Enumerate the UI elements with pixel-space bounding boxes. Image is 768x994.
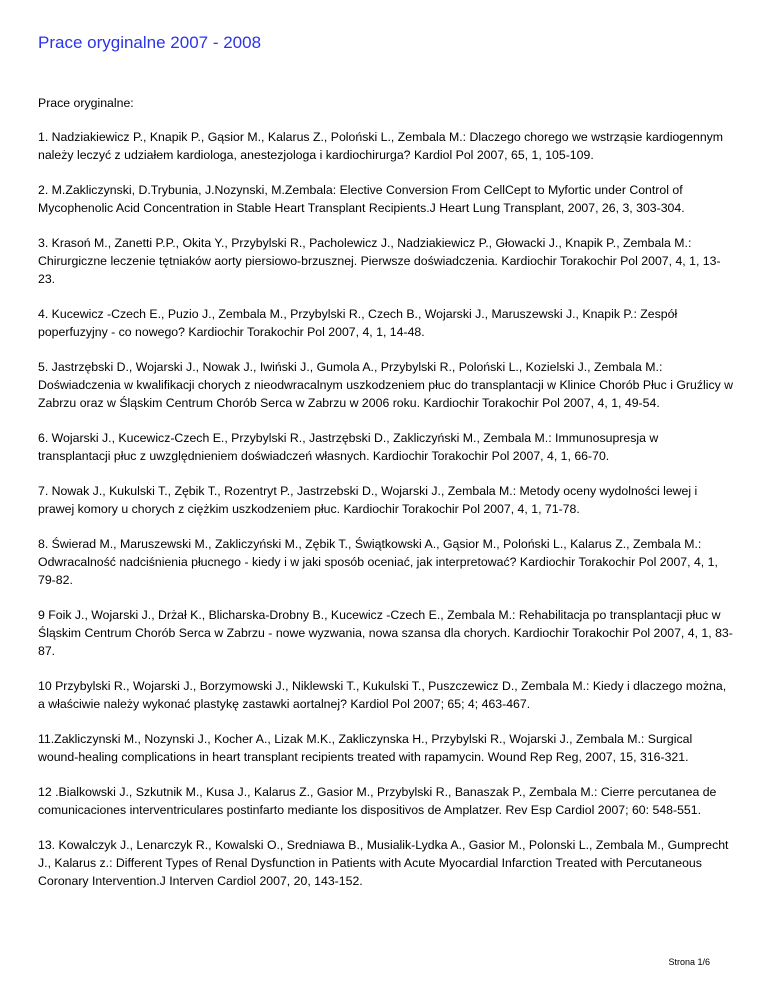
- publication-entry-8: 8. Świerad M., Maruszewski M., Zakliczyński M., Zębik T., Świątkowski A., Gąsior M., Poloński L., Kalarus Z., Zembala M.: Odwracalność nadciśnienia płucnego - kiedy i w jaki sposób oceniać, jak interpretować? Kardiochir Torakochir Pol 2007, 4, 1, 79-82.: [38, 537, 718, 587]
- publication-entry-10: 10 Przybylski R., Wojarski J., Borzymowski J., Niklewski T., Kukulski T., Puszczewicz D., Zembala M.: Kiedy i dlaczego można, a właściwie należy wykonać plastykę zastawki aortalnej? Kardiol Pol 2007; 65; 4; 463-467.: [38, 679, 727, 711]
- publication-entry-4: 4. Kucewicz -Czech E., Puzio J., Zembala M., Przybylski R., Czech B., Wojarski J., Maruszewski J., Knapik P.: Zespół poperfuzyjny - co nowego? Kardiochir Torakochir Pol 2007, 4, 1, 14-48.: [38, 307, 678, 339]
- publication-entry-5: 5. Jastrzębski D., Wojarski J., Nowak J., Iwiński J., Gumola A., Przybylski R., Poloński L., Kozielski J., Zembala M.: Doświadczenia w kwalifikacji chorych z nieodwracalnym uszkodzeniem płuc do transplantacji w Klinice Chorób Płuc i Gruźlicy w Zabrzu oraz w Śląskim Centrum Chorób Serca w Zabrzu w 2006 roku. Kardiochir Torakochir Pol 2007, 4, 1, 49-54.: [38, 360, 734, 410]
- section-heading: Prace oryginalne:: [38, 96, 134, 110]
- publication-entry-9: 9 Foik J., Wojarski J., Drżał K., Blicharska-Drobny B., Kucewicz -Czech E., Zembala M.: Rehabilitacja po transplantacji płuc w Śląskim Centrum Chorób Serca w Zabrzu - nowe wyzwania, nowa szansa dla chorych. Kardiochir Torakochir Pol 2007, 4, 1, 83-87.: [38, 608, 733, 658]
- publication-entry-1: 1. Nadziakiewicz P., Knapik P., Gąsior M., Kalarus Z., Poloński L., Zembala M.: Dlaczego chorego we wstrząsie kardiogennym należy leczyć z udziałem kardiologa, anestezjologa i kardiochirurga? Kardiol Pol 2007, 65, 1, 105-109.: [38, 130, 724, 162]
- page-title: Prace oryginalne 2007 - 2008: [38, 33, 262, 52]
- publication-entry-3: 3. Krasoń M., Zanetti P.P., Okita Y., Przybylski R., Pacholewicz J., Nadziakiewicz P., Głowacki J., Knapik P., Zembala M.: Chirurgiczne leczenie tętniaków aorty piersiowo-brzusznej. Pierwsze doświadczenia. Kardiochir Torakochir Pol 2007, 4, 1, 13-23.: [38, 236, 721, 286]
- publication-entry-7: 7. Nowak J., Kukulski T., Zębik T., Rozentryt P., Jastrzebski D., Wojarski J., Zembala M.: Metody oceny wydolności lewej i prawej komory u chorych z ciężkim uszkodzeniem płuc. Kardiochir Torakochir Pol 2007, 4, 1, 71-78.: [38, 484, 698, 516]
- publication-entry-2: 2. M.Zakliczynski, D.Trybunia, J.Nozynski, M.Zembala: Elective Conversion From CellCept to Myfortic under Control of Mycophenolic Acid Concentration in Stable Heart Transplant Recipients.J Heart Lung Transplant, 2007, 26, 3, 303-304.: [38, 183, 685, 215]
- page-number: Strona 1/6: [668, 957, 710, 967]
- publication-entry-11: 11.Zakliczynski M., Nozynski J., Kocher A., Lizak M.K., Zakliczynska H., Przybylski R., Wojarski J., Zembala M.: Surgical wound-healing complications in heart transplant recipients treated with rapamycin. Wound Rep Reg, 2007, 15, 316-321.: [38, 732, 693, 764]
- document-body: [38, 94, 734, 907]
- publication-entry-13: 13. Kowalczyk J., Lenarczyk R., Kowalski O., Sredniawa B., Musialik-Lydka A., Gasior M., Polonski L., Zembala M., Gumprecht J., Kalarus z.: Different Types of Renal Dysfunction in Patients with Acute Myocardial Infarction Treated with Percutaneous Coronary Intervention.J Interven Cardiol 2007, 20, 143-152.: [38, 838, 729, 888]
- publication-entry-6: 6. Wojarski J., Kucewicz-Czech E., Przybylski R., Jastrzębski D., Zakliczyński M., Zembala M.: Immunosupresja w transplantacji płuc z uwzględnieniem doświadczeń własnych. Kardiochir Torakochir Pol 2007, 4, 1, 66-70.: [38, 431, 659, 463]
- publication-entry-12: 12 .Bialkowski J., Szkutnik M., Kusa J., Kalarus Z., Gasior M., Przybylski R., Banaszak P., Zembala M.: Cierre percutanea de comunicaciones interventriculares postinfarto mediante los dispositivos de Amplatzer. Rev Esp Cardiol 2007; 60: 548-551.: [38, 785, 717, 817]
